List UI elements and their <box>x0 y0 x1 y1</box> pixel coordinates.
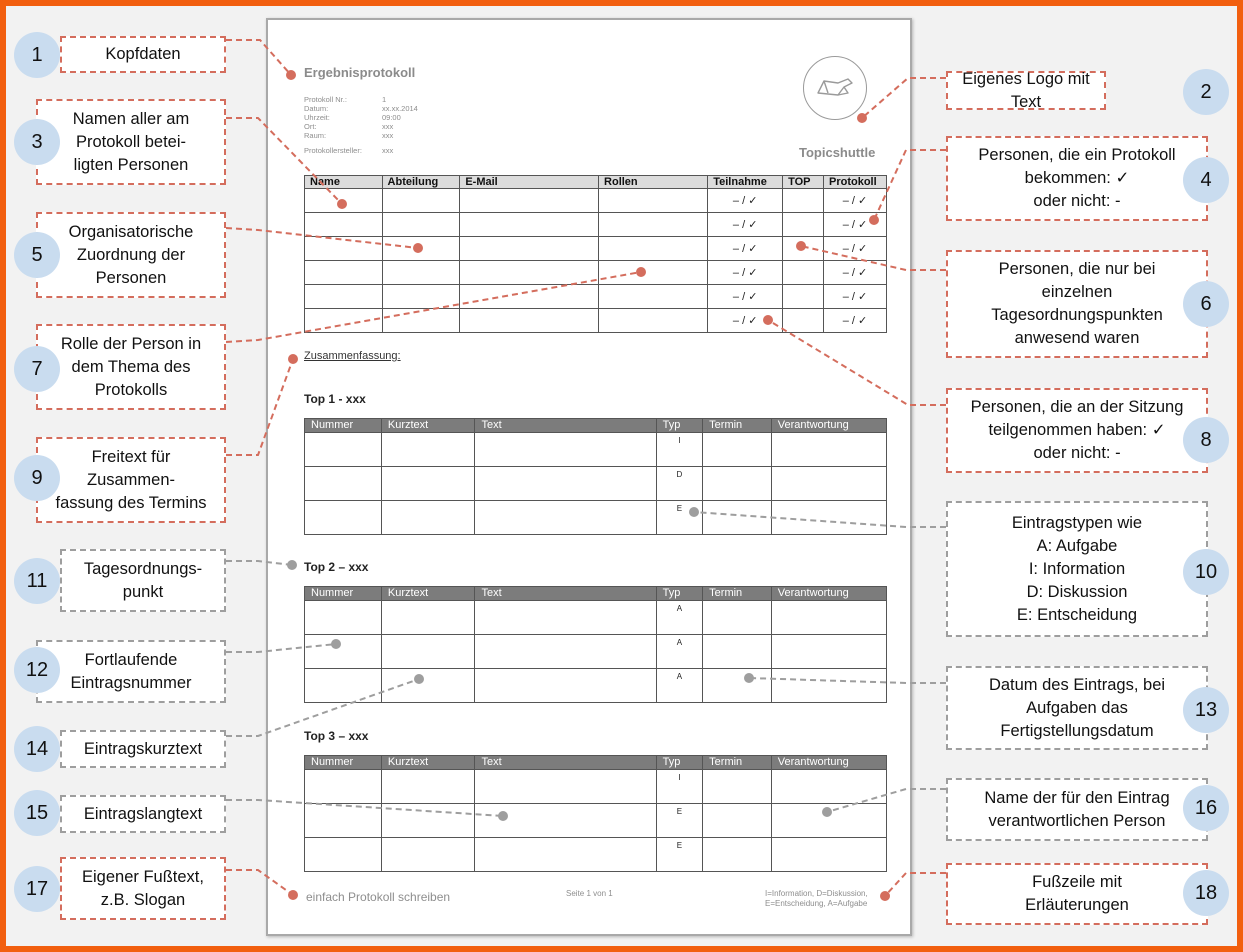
entry-cell <box>475 601 656 635</box>
participant-row <box>305 189 887 213</box>
participant-row <box>305 261 887 285</box>
participant-cell <box>305 213 383 237</box>
entry-cell <box>305 838 382 872</box>
creator-label: Protokollersteller: <box>304 146 362 155</box>
meta-value: 09:00 <box>382 113 401 122</box>
col-header: Verantwortung <box>771 419 886 433</box>
participant-row <box>305 237 887 261</box>
participant-cell <box>599 285 708 309</box>
entry-cell <box>381 433 475 467</box>
entry-type-cell: E <box>656 804 703 838</box>
number-badge: 13 <box>1183 687 1229 733</box>
entry-cell <box>703 601 772 635</box>
col-header: Termin <box>703 419 772 433</box>
col-header: Typ <box>656 756 703 770</box>
number-badge: 4 <box>1183 157 1229 203</box>
col-header: Termin <box>703 756 772 770</box>
entry-cell <box>771 501 886 535</box>
annotation-box: Tagesordnungs- punkt <box>60 549 226 612</box>
participant-cell <box>460 261 599 285</box>
footer-legend <box>765 889 868 909</box>
entry-cell <box>475 669 656 703</box>
participant-cell <box>382 285 460 309</box>
number-badge: 7 <box>14 346 60 392</box>
entry-cell <box>475 770 656 804</box>
entry-row <box>305 669 887 703</box>
meta-value: xxx <box>382 131 394 140</box>
participant-row <box>305 285 887 309</box>
entry-cell <box>475 635 656 669</box>
entry-cell <box>475 433 656 467</box>
entry-cell <box>381 669 475 703</box>
col-header: Typ <box>656 419 703 433</box>
entry-cell <box>381 601 475 635</box>
annotation-box: Personen, die an der Sitzung teilgenommen haben: ✓ oder nicht: - <box>946 388 1208 473</box>
annotation-box: Name der für den Eintrag verantwortlichen Person <box>946 778 1208 841</box>
participant-cell <box>460 309 599 333</box>
participant-cell: – / ✓ <box>708 213 783 237</box>
entry-cell <box>771 433 886 467</box>
meta-label: Protokoll Nr.: <box>304 95 347 104</box>
participant-cell <box>783 309 824 333</box>
annotation-box: Eintragstypen wie A: Aufgabe I: Information D: Diskussion E: Entscheidung <box>946 501 1208 637</box>
participant-cell <box>460 189 599 213</box>
participant-cell <box>783 213 824 237</box>
col-header: Verantwortung <box>771 756 886 770</box>
col-header: Kurztext <box>381 587 475 601</box>
number-badge: 18 <box>1183 870 1229 916</box>
entry-cell <box>381 804 475 838</box>
participant-cell <box>783 261 824 285</box>
col-header: Teilnahme <box>708 176 783 189</box>
participant-cell: – / ✓ <box>708 261 783 285</box>
entry-cell <box>703 501 772 535</box>
participant-cell <box>599 189 708 213</box>
meta-value: xx.xx.2014 <box>382 104 418 113</box>
entry-row <box>305 601 887 635</box>
top-title: Top 1 - xxx <box>304 392 366 406</box>
col-header: Nummer <box>305 587 382 601</box>
participant-cell <box>305 285 383 309</box>
entry-type-cell: I <box>656 770 703 804</box>
col-header: Name <box>305 176 383 189</box>
annotation-box: Freitext für Zusammen- fassung des Termins <box>36 437 226 523</box>
footer-legend-line: E=Entscheidung, A=Aufgabe <box>765 899 868 908</box>
entry-cell <box>771 838 886 872</box>
entry-cell <box>771 635 886 669</box>
meta-label: Uhrzeit: <box>304 113 330 122</box>
col-header: Protokoll <box>824 176 887 189</box>
number-badge: 6 <box>1183 281 1229 327</box>
col-header: Nummer <box>305 756 382 770</box>
entry-cell <box>305 467 382 501</box>
col-header: Nummer <box>305 419 382 433</box>
annotation-box: Fortlaufende Eintragsnummer <box>36 640 226 703</box>
participant-cell <box>460 285 599 309</box>
col-header: Abteilung <box>382 176 460 189</box>
col-header: Kurztext <box>381 419 475 433</box>
participant-cell <box>382 261 460 285</box>
entry-cell <box>381 467 475 501</box>
participant-cell: – / ✓ <box>824 285 887 309</box>
entries-table <box>304 755 887 872</box>
entry-row <box>305 433 887 467</box>
participant-cell <box>783 285 824 309</box>
footer-page: Seite 1 von 1 <box>566 889 613 898</box>
entry-type-cell: A <box>656 601 703 635</box>
entry-row <box>305 467 887 501</box>
annotation-box: Eintragskurztext <box>60 730 226 768</box>
participant-cell: – / ✓ <box>824 309 887 333</box>
entry-type-cell: I <box>656 433 703 467</box>
participant-cell <box>599 309 708 333</box>
meta-label: Ort: <box>304 122 317 131</box>
entry-cell <box>305 669 382 703</box>
entry-cell <box>305 770 382 804</box>
participant-cell <box>382 189 460 213</box>
entry-cell <box>703 467 772 501</box>
entry-cell <box>475 467 656 501</box>
doc-title: Ergebnisprotokoll <box>304 65 416 80</box>
entry-type-cell: A <box>656 635 703 669</box>
shuttle-icon <box>803 56 867 120</box>
annotation-box: Fußzeile mit Erläuterungen <box>946 863 1208 925</box>
entry-cell <box>475 838 656 872</box>
entry-cell <box>305 635 382 669</box>
annotation-box: Rolle der Person in dem Thema des Protokolls <box>36 324 226 410</box>
number-badge: 10 <box>1183 549 1229 595</box>
annotation-box: Personen, die ein Protokoll bekommen: ✓ oder nicht: - <box>946 136 1208 221</box>
meta-label: Raum: <box>304 131 327 140</box>
entry-cell <box>305 501 382 535</box>
participant-cell <box>460 213 599 237</box>
participant-cell <box>783 237 824 261</box>
number-badge: 15 <box>14 790 60 836</box>
entry-cell <box>771 804 886 838</box>
entry-type-cell: E <box>656 501 703 535</box>
entry-cell <box>703 770 772 804</box>
meta-value: 1 <box>382 95 387 104</box>
participant-row <box>305 309 887 333</box>
annotation-box: Eintragslangtext <box>60 795 226 833</box>
participant-cell <box>382 213 460 237</box>
col-header: Verantwortung <box>771 587 886 601</box>
participant-cell <box>599 261 708 285</box>
col-header: TOP <box>783 176 824 189</box>
participant-cell <box>305 237 383 261</box>
number-badge: 5 <box>14 232 60 278</box>
entry-cell <box>475 501 656 535</box>
participant-cell <box>783 189 824 213</box>
footer-slogan: einfach Protokoll schreiben <box>306 890 451 904</box>
number-badge: 11 <box>14 558 60 604</box>
entry-row <box>305 838 887 872</box>
number-badge: 14 <box>14 726 60 772</box>
entry-cell <box>771 770 886 804</box>
annotation-box: Datum des Eintrags, bei Aufgaben das Fertigstellungsdatum <box>946 666 1208 750</box>
col-header: Termin <box>703 587 772 601</box>
entry-cell <box>475 804 656 838</box>
participant-cell <box>382 237 460 261</box>
entry-type-cell: A <box>656 669 703 703</box>
participant-cell <box>382 309 460 333</box>
entry-cell <box>381 838 475 872</box>
entry-cell <box>381 635 475 669</box>
meta-label: Datum: <box>304 104 329 113</box>
entry-row <box>305 501 887 535</box>
entry-cell <box>703 804 772 838</box>
participant-row <box>305 213 887 237</box>
number-badge: 12 <box>14 647 60 693</box>
entry-row <box>305 804 887 838</box>
participant-cell <box>305 309 383 333</box>
entry-cell <box>771 601 886 635</box>
participant-cell <box>305 261 383 285</box>
col-header: Text <box>475 419 656 433</box>
annotation-box: Namen aller am Protokoll betei- ligten Personen <box>36 99 226 185</box>
number-badge: 8 <box>1183 417 1229 463</box>
participant-cell: – / ✓ <box>824 189 887 213</box>
participant-cell: – / ✓ <box>708 285 783 309</box>
participant-cell: – / ✓ <box>708 309 783 333</box>
number-badge: 16 <box>1183 785 1229 831</box>
entry-cell <box>381 501 475 535</box>
annotation-box: Organisatorische Zuordnung der Personen <box>36 212 226 298</box>
entry-cell <box>305 601 382 635</box>
number-badge: 1 <box>14 32 60 78</box>
participant-cell <box>305 189 383 213</box>
col-header: Rollen <box>599 176 708 189</box>
top-title: Top 2 – xxx <box>304 560 369 574</box>
participant-cell <box>599 237 708 261</box>
participant-cell: – / ✓ <box>708 189 783 213</box>
entry-cell <box>305 433 382 467</box>
protocol-page <box>266 18 912 936</box>
participant-cell: – / ✓ <box>708 237 783 261</box>
footer-legend-line: I=Information, D=Diskussion, <box>765 889 868 898</box>
annotation-box: Personen, die nur bei einzelnen Tagesordnungspunkten anwesend waren <box>946 250 1208 358</box>
number-badge: 3 <box>14 119 60 165</box>
participant-cell <box>599 213 708 237</box>
entry-cell <box>703 635 772 669</box>
entries-table <box>304 418 887 535</box>
entry-cell <box>703 838 772 872</box>
col-header: Text <box>475 587 656 601</box>
participant-cell <box>460 237 599 261</box>
entry-cell <box>771 467 886 501</box>
participant-cell: – / ✓ <box>824 237 887 261</box>
col-header: Kurztext <box>381 756 475 770</box>
entry-row <box>305 635 887 669</box>
entry-cell <box>703 433 772 467</box>
number-badge: 2 <box>1183 69 1229 115</box>
entries-table <box>304 586 887 703</box>
entry-cell <box>703 669 772 703</box>
entry-cell <box>305 804 382 838</box>
entry-type-cell: E <box>656 838 703 872</box>
summary-label: Zusammenfassung: <box>304 350 401 362</box>
brand-name: Topicshuttle <box>799 145 876 160</box>
top-title: Top 3 – xxx <box>304 729 369 743</box>
entry-cell <box>381 770 475 804</box>
number-badge: 9 <box>14 455 60 501</box>
col-header: E-Mail <box>460 176 599 189</box>
number-badge: 17 <box>14 866 60 912</box>
entry-cell <box>771 669 886 703</box>
entry-row <box>305 770 887 804</box>
col-header: Text <box>475 756 656 770</box>
annotation-box: Eigener Fußtext, z.B. Slogan <box>60 857 226 920</box>
annotation-box: Kopfdaten <box>60 36 226 73</box>
col-header: Typ <box>656 587 703 601</box>
entry-type-cell: D <box>656 467 703 501</box>
participants-table <box>304 175 887 333</box>
participant-cell: – / ✓ <box>824 213 887 237</box>
annotation-box: Eigenes Logo mit Text <box>946 71 1106 110</box>
creator-value: xxx <box>382 146 394 155</box>
meta-value: xxx <box>382 122 394 131</box>
participant-cell: – / ✓ <box>824 261 887 285</box>
